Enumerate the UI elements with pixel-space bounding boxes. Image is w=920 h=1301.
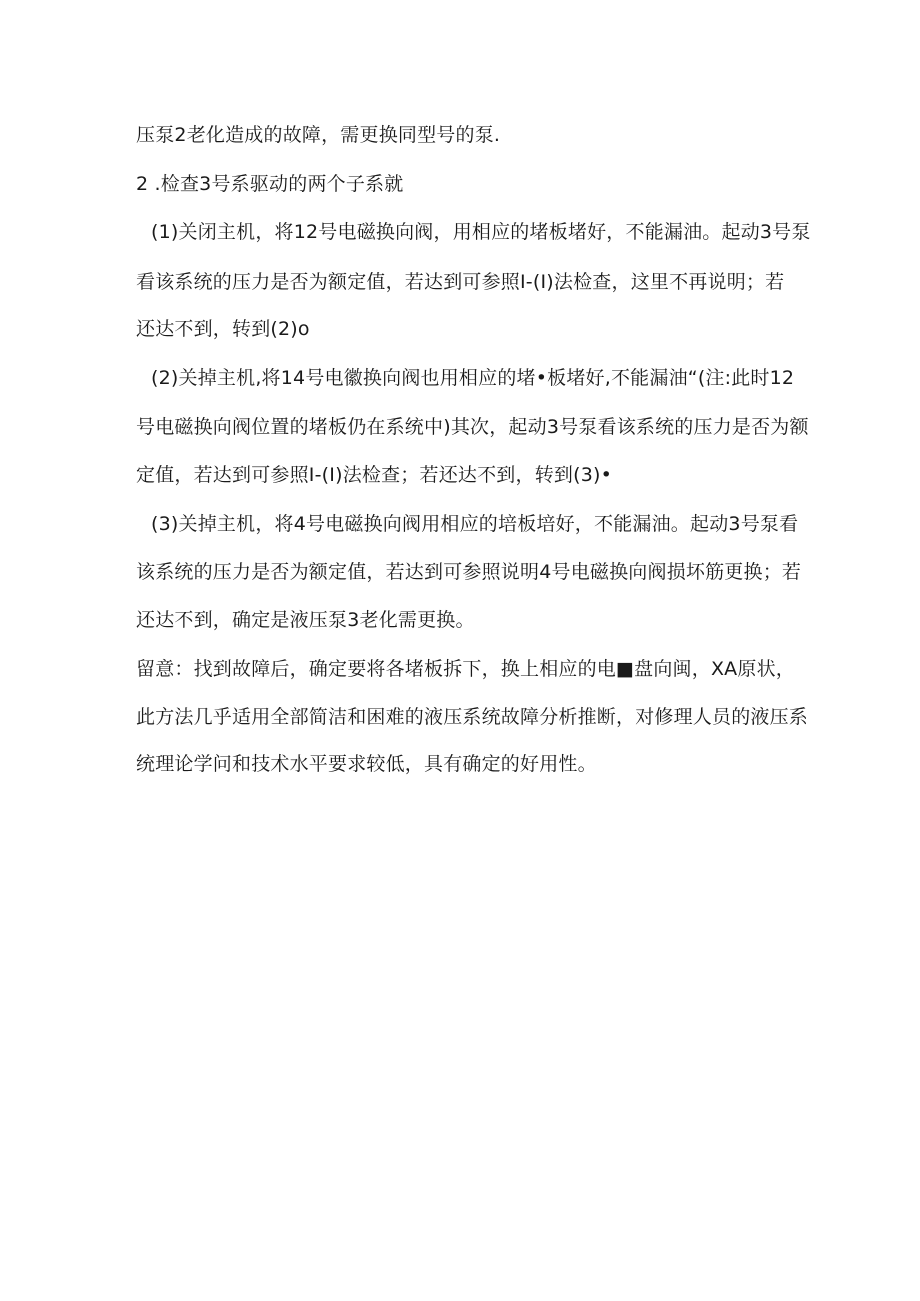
text-line-7: 号电磁换向阀位置的堵板仍在系统中)其次，起动3号泵看该系统的压力是否为额 (136, 416, 809, 438)
text-line-8: 定值，若达到可参照I-(I)法检查；若还达不到，转到(3)• (136, 464, 613, 486)
text-line-11: 还达不到，确定是液压泵3老化需更换。 (136, 609, 475, 631)
text-line-4: 看该系统的压力是否为额定值，若达到可参照I-(I)法检查，这里不再说明；若 (136, 271, 785, 293)
text-line-9: (3)关掉主机，将4号电磁换向阀用相应的培板培好，不能漏油。起动3号泵看 (151, 513, 799, 535)
text-line-13: 此方法几乎适用全部简洁和困难的液压系统故障分析推断，对修理人员的液压系 (136, 706, 809, 728)
text-line-14: 统理论学问和技术水平要求较低，具有确定的好用性。 (136, 753, 597, 775)
text-line-1: 压泵2老化造成的故障，需更换同型号的泵. (136, 124, 501, 146)
text-line-3: (1)关闭主机，将12号电磁换向阀，用相应的堵板堵好，不能漏油。起动3号泵 (151, 221, 811, 243)
text-line-6: (2)关掉主机,将14号电徽换向阀也用相应的堵•板堵好,不能漏油“(注:此时12 (151, 367, 795, 389)
text-line-5: 还达不到，转到(2)o (136, 318, 310, 340)
text-line-12: 留意：找到故障后，确定要将各堵板拆下，换上相应的电■盘向闽，XA原状， (136, 658, 795, 680)
section-heading-2: 2 .检查3号系驱动的两个子系就 (136, 173, 404, 195)
text-line-10: 该系统的压力是否为额定值，若达到可参照说明4号电磁换向阀损坏筋更换；若 (136, 561, 802, 583)
